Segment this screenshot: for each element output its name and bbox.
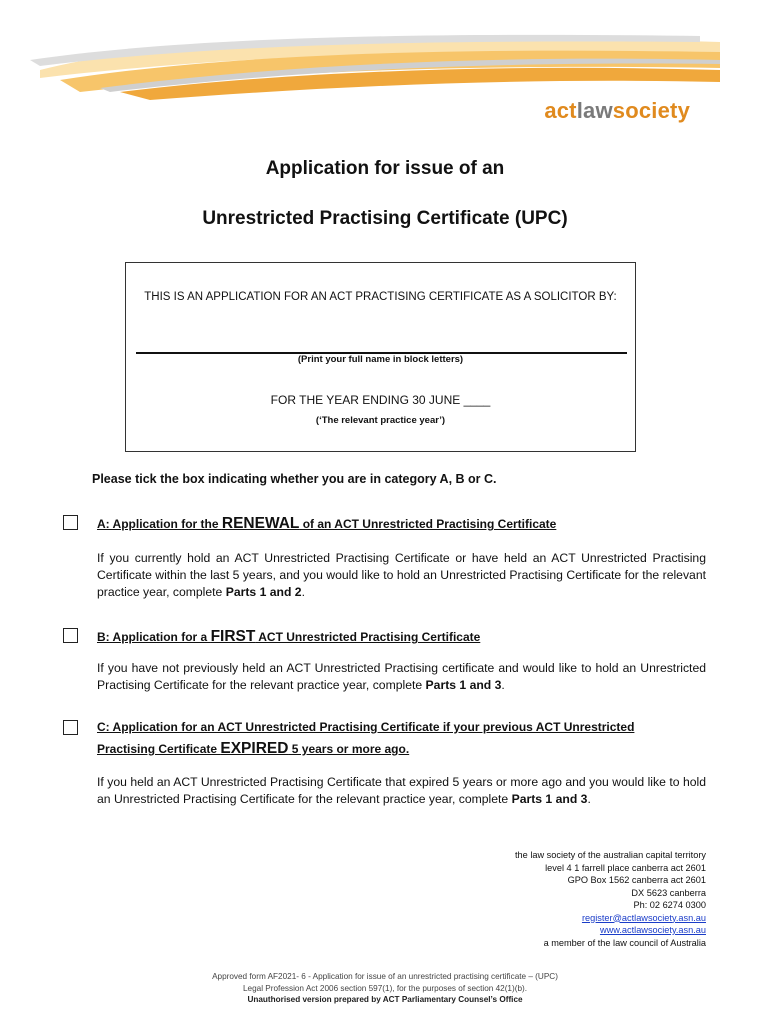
category-b-emphasis: FIRST bbox=[210, 628, 256, 645]
logo-act: act bbox=[544, 98, 577, 123]
address-line-5: Ph: 02 6274 0300 bbox=[633, 900, 706, 910]
logo-law: law bbox=[576, 98, 613, 123]
category-a-heading bbox=[97, 515, 556, 533]
category-b-parts: Parts 1 and 3 bbox=[425, 678, 502, 692]
header-banner bbox=[0, 30, 720, 100]
category-b-suffix: ACT Unrestricted Practising Certificate bbox=[255, 630, 481, 644]
category-prompt: Please tick the box indicating whether you are in category A, B or C. bbox=[92, 472, 497, 486]
category-a-parts: Parts 1 and 2 bbox=[225, 585, 302, 599]
category-b-end: . bbox=[501, 678, 505, 692]
category-c-end: . bbox=[587, 792, 591, 806]
email-link[interactable]: register@actlawsociety.asn.au bbox=[581, 912, 706, 923]
society-address-block bbox=[515, 849, 706, 949]
category-a-suffix: of an ACT Unrestricted Practising Certificate bbox=[299, 517, 557, 531]
category-b-checkbox[interactable] bbox=[63, 628, 78, 643]
year-ending-field[interactable]: FOR THE YEAR ENDING 30 JUNE ____ bbox=[270, 393, 491, 407]
address-line-1: the law society of the australian capital territory bbox=[515, 850, 706, 860]
application-statement: THIS IS AN APPLICATION FOR AN ACT PRACTISING CERTIFICATE AS A SOLICITOR BY: bbox=[144, 291, 617, 303]
category-a-emphasis: RENEWAL bbox=[221, 515, 300, 532]
category-c-suffix: 5 years or more ago. bbox=[288, 742, 410, 756]
footer-approved-form: Approved form AF2021- 6 - Application for issue of an unrestricted practising certificate – (UPC) bbox=[212, 972, 558, 981]
category-a-prefix: A: Application for the bbox=[97, 517, 222, 531]
full-name-hint: (Print your full name in block letters) bbox=[297, 354, 464, 365]
category-a-body: If you currently hold an ACT Unrestricted Practising Certificate or have held an ACT Unrestricted Practising Certificate within the last 5 years, and you would like to hold an Unrestricted Practising Certificate for the relevant practice year, complete bbox=[97, 551, 706, 599]
logo-society: society bbox=[612, 98, 690, 123]
address-line-2: level 4 1 farrell place canberra act 2601 bbox=[545, 862, 706, 873]
category-c-description bbox=[97, 774, 706, 808]
category-c-prefix: Practising Certificate bbox=[97, 742, 221, 756]
category-c-parts: Parts 1 and 3 bbox=[511, 792, 588, 806]
footer-unauthorised: Unauthorised version prepared by ACT Parliamentary Counsel’s Office bbox=[247, 995, 523, 1004]
category-c-heading-line2 bbox=[97, 740, 409, 758]
page-title-line1: Application for issue of an bbox=[265, 158, 505, 179]
category-a-checkbox[interactable] bbox=[63, 515, 78, 530]
category-b-prefix: B: Application for a bbox=[97, 630, 211, 644]
category-c-emphasis: EXPIRED bbox=[220, 740, 289, 757]
category-b-heading bbox=[97, 628, 480, 646]
practice-year-hint: (‘The relevant practice year’) bbox=[315, 415, 446, 426]
category-c-body: If you held an ACT Unrestricted Practising Certificate that expired 5 years or more ago and you would like to hold an Unrestricted Practising Certificate for the relevant practice year, complete bbox=[97, 775, 706, 806]
category-b-description bbox=[97, 660, 706, 694]
address-line-3: GPO Box 1562 canberra act 2601 bbox=[567, 875, 706, 885]
category-c-checkbox[interactable] bbox=[63, 720, 78, 735]
act-law-society-logo bbox=[544, 98, 690, 124]
page-title-line2: Unrestricted Practising Certificate (UPC) bbox=[202, 208, 568, 229]
category-a-end: . bbox=[301, 585, 305, 599]
category-c-heading-line1: C: Application for an ACT Unrestricted Practising Certificate if your previous ACT Unrestricted bbox=[97, 720, 635, 734]
address-line-4: DX 5623 canberra bbox=[631, 887, 706, 898]
member-statement: a member of the law council of Australia bbox=[543, 937, 706, 948]
applicant-name-box bbox=[125, 262, 636, 452]
footer-legal-act: Legal Profession Act 2006 section 597(1), for the purposes of section 42(1)(b). bbox=[243, 984, 527, 993]
website-link[interactable]: www.actlawsociety.asn.au bbox=[599, 925, 706, 935]
category-a-description bbox=[97, 550, 706, 601]
category-b-body: If you have not previously held an ACT Unrestricted Practising certificate and would like to hold an Unrestricted Practising Certificate for the relevant practice year, complete bbox=[97, 661, 706, 692]
